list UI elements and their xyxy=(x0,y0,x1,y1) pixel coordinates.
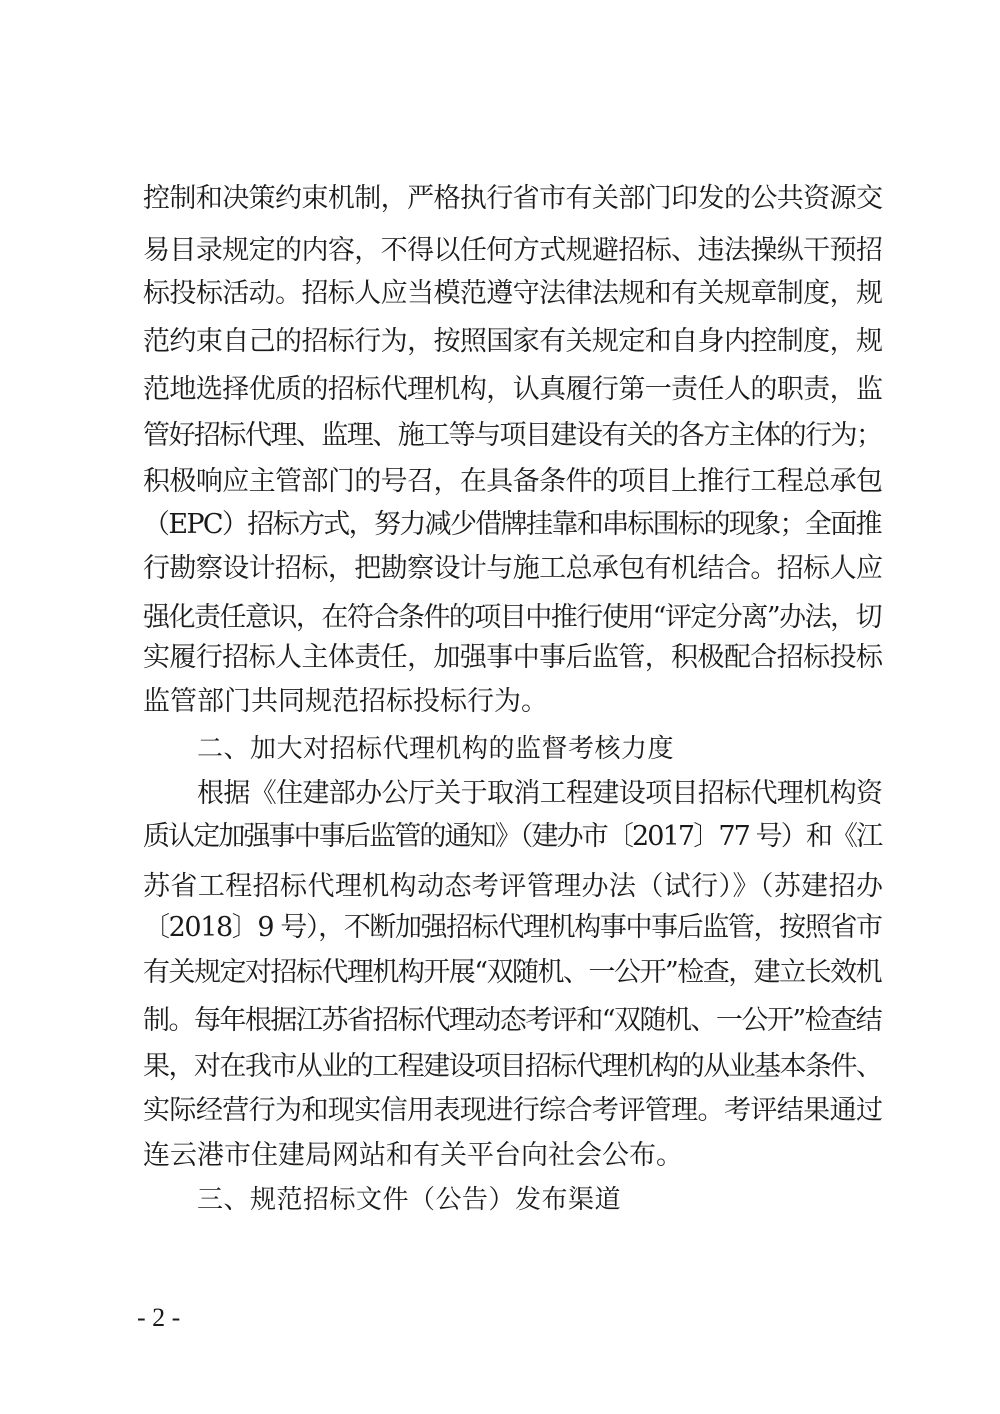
body-line xyxy=(0,1089,1000,1133)
body-line-text: 果，对在我市从业的工程建设项目招标代理机构的从业基本条件、 xyxy=(143,1051,882,1082)
body-line-text: 实际经营行为和现实信用表现进行综合考评管理。考评结果通过 xyxy=(143,1095,883,1126)
section-heading xyxy=(0,727,1000,771)
body-line-text: 有关规定对招标代理机构开展“双随机、一公开”检查，建立长效机 xyxy=(143,957,882,988)
body-line-text: 行勘察设计招标，把勘察设计与施工总承包有机结合。招标人应 xyxy=(143,553,883,584)
body-line-text: 控制和决策约束机制，严格执行省市有关部门印发的公共资源交 xyxy=(143,183,883,214)
body-line xyxy=(0,177,1000,221)
body-line xyxy=(0,368,1000,412)
body-line-text: 管好招标代理、监理、施工等与项目建设有关的各方主体的行为； xyxy=(143,420,882,451)
body-line xyxy=(0,229,1000,273)
body-line xyxy=(0,414,1000,458)
body-line xyxy=(0,906,1000,950)
body-line-text: 根据《住建部办公厅关于取消工程建设项目招标代理机构资 xyxy=(197,778,883,809)
body-line-text: 实履行招标人主体责任，加强事中事后监管，积极配合招标投标 xyxy=(143,642,883,673)
body-line-text: 制。每年根据江苏省招标代理动态考评和“双随机、一公开”检查结 xyxy=(143,1005,882,1036)
body-line-text: （EPC）招标方式，努力减少借牌挂靠和串标围标的现象；全面推 xyxy=(143,509,881,540)
body-line xyxy=(0,815,1000,859)
body-line xyxy=(0,460,1000,504)
section-heading-text: 二、加大对招标代理机构的监督考核力度 xyxy=(197,734,675,764)
body-line-text: 〔2018〕9 号），不断加强招标代理机构事中事后监管，按照省市 xyxy=(143,912,882,943)
page-number: - 2 - xyxy=(137,1303,181,1332)
body-line xyxy=(0,636,1000,680)
body-line-text: 监管部门共同规范招标投标行为。 xyxy=(143,686,548,717)
body-line xyxy=(0,320,1000,364)
body-line-text: 连云港市住建局网站和有关平台向社会公布。 xyxy=(143,1140,683,1171)
body-line-text: 范地选择优质的招标代理机构，认真履行第一责任人的职责，监 xyxy=(143,374,883,405)
body-line xyxy=(0,1045,1000,1089)
body-line xyxy=(0,680,1000,724)
body-line xyxy=(0,999,1000,1043)
body-line-text: 范约束自己的招标行为，按照国家有关规定和自身内控制度，规 xyxy=(143,326,883,357)
body-line-text: 易目录规定的内容，不得以任何方式规避招标、违法操纵干预招 xyxy=(143,235,883,266)
body-line xyxy=(0,272,1000,316)
body-line-text: 苏省工程招标代理机构动态考评管理办法（试行）》（苏建招办 xyxy=(143,871,884,902)
body-line xyxy=(0,951,1000,995)
body-line-text: 质认定加强事中事后监管的通知》（建办市〔2017〕77 号）和《江 xyxy=(143,821,882,852)
body-line xyxy=(0,865,1000,909)
section-heading xyxy=(0,1178,1000,1222)
body-line xyxy=(0,772,1000,816)
section-heading-text: 三、规范招标文件（公告）发布渠道 xyxy=(197,1185,622,1215)
body-line xyxy=(0,596,1000,640)
body-line-text: 标投标活动。招标人应当模范遵守法律法规和有关规章制度，规 xyxy=(143,278,883,309)
body-line xyxy=(0,503,1000,547)
body-line-text: 积极响应主管部门的号召，在具备条件的项目上推行工程总承包 xyxy=(143,466,883,497)
body-line xyxy=(0,1134,1000,1178)
body-line xyxy=(0,547,1000,591)
body-line-text: 强化责任意识，在符合条件的项目中推行使用“评定分离”办法，切 xyxy=(143,602,882,633)
